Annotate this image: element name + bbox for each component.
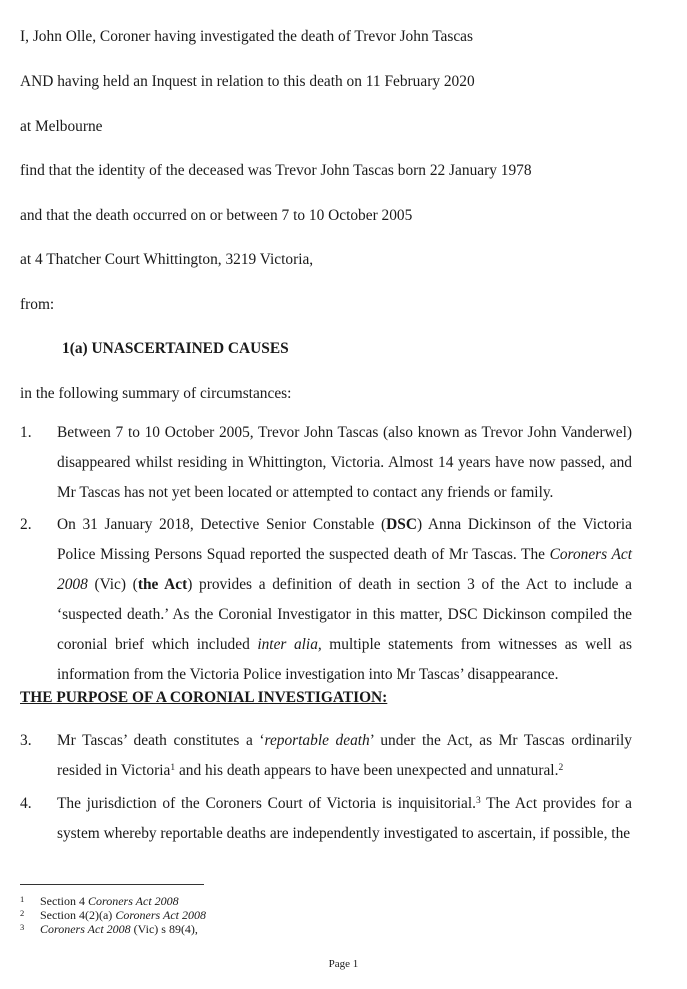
- finding-inquest-line: AND having held an Inquest in relation to this death on 11 February 2020: [20, 73, 475, 90]
- paragraph-text: The jurisdiction of the Coroners Court of Victoria is inquisitorial.: [57, 795, 476, 812]
- paragraph-text: and his death appears to have been unexpected and unnatural.: [175, 762, 559, 779]
- defined-term: the Act: [137, 576, 188, 593]
- act-title: Coroners Act 2008: [40, 922, 131, 936]
- paragraph-text: Mr Tascas’ death constitutes a ‘: [57, 732, 265, 749]
- footnote-divider: [20, 884, 204, 885]
- footnote-3: [20, 921, 198, 936]
- footnote-ref: 1: [170, 763, 176, 773]
- footnote-ref: 2: [558, 763, 564, 773]
- finding-coroner-line: I, John Olle, Coroner having investigated the death of Trevor John Tascas: [20, 28, 474, 45]
- footnote-marker: 3: [20, 922, 25, 932]
- footnote-text: Section 4: [40, 894, 88, 908]
- footnote-text: Section 4(2)(a): [40, 908, 116, 922]
- cause-of-death: 1(a) UNASCERTAINED CAUSES: [62, 340, 289, 357]
- summary-intro: in the following summary of circumstances:: [20, 385, 292, 402]
- act-title: Coroners Act 2008: [115, 908, 206, 922]
- act-title: Coroners Act 2008: [88, 894, 179, 908]
- paragraph-number: 4.: [20, 795, 32, 812]
- paragraph-text: The Act provides for a system whereby reportable deaths are independently investigated to ascertain, if possible, the: [57, 795, 632, 842]
- footnote-marker: 2: [20, 908, 25, 918]
- paragraph-text: ) Anna Dickinson of the Victoria Police Missing Persons Squad reported the suspected death of Mr Tascas. The: [57, 516, 633, 563]
- paragraph-text: ’ under the Act, as Mr Tascas ordinarily resided in Victoria: [57, 732, 632, 779]
- paragraph-2: [57, 510, 632, 690]
- latin-term: inter alia,: [257, 636, 322, 653]
- paragraph-number: 2.: [20, 516, 32, 533]
- defined-term: DSC: [386, 516, 417, 533]
- paragraph-4: [57, 789, 632, 849]
- paragraph-text: ) provides a definition of death in section 3 of the Act to include a ‘suspected death.’ As the Coronial Investigator in this matter, DSC Dickinson compiled the coronial brief which included: [57, 576, 632, 653]
- paragraph-number: 3.: [20, 732, 32, 749]
- finding-place-line: at 4 Thatcher Court Whittington, 3219 Victoria,: [20, 251, 314, 268]
- footnote-2: [20, 907, 206, 922]
- footnote-1: [20, 893, 179, 908]
- paragraph-number: 1.: [20, 424, 32, 441]
- footnote-text: (Vic) s 89(4),: [130, 922, 198, 936]
- defined-term: reportable death: [264, 732, 370, 749]
- paragraph-text: multiple statements from witnesses as well as information from the Victoria Police investigation into Mr Tascas’ disappearance.: [57, 636, 632, 683]
- footnote-ref: 3: [475, 796, 481, 806]
- section-heading: THE PURPOSE OF A CORONIAL INVESTIGATION:: [20, 689, 388, 706]
- footnote-marker: 1: [20, 894, 25, 904]
- paragraph-1: Between 7 to 10 October 2005, Trevor John Tascas (also known as Trevor John Vanderwel) disappeared whilst residing in Whittington, Victoria. Almost 14 years have now passed, and Mr Tascas has not yet been located or attempted to contact any friends or family.: [57, 424, 632, 501]
- finding-from-line: from:: [20, 296, 55, 313]
- finding-identity-line: find that the identity of the deceased was Trevor John Tascas born 22 January 1978: [20, 162, 532, 179]
- paragraph-text: On 31 January 2018, Detective Senior Constable (: [57, 516, 387, 533]
- act-title: Coroners Act 2008: [57, 546, 632, 593]
- page-number: Page 1: [328, 958, 359, 970]
- paragraph-3: [57, 726, 632, 786]
- finding-date-line: and that the death occurred on or between 7 to 10 October 2005: [20, 207, 413, 224]
- paragraph-text: (Vic) (: [87, 576, 138, 593]
- finding-location-line: at Melbourne: [20, 118, 103, 135]
